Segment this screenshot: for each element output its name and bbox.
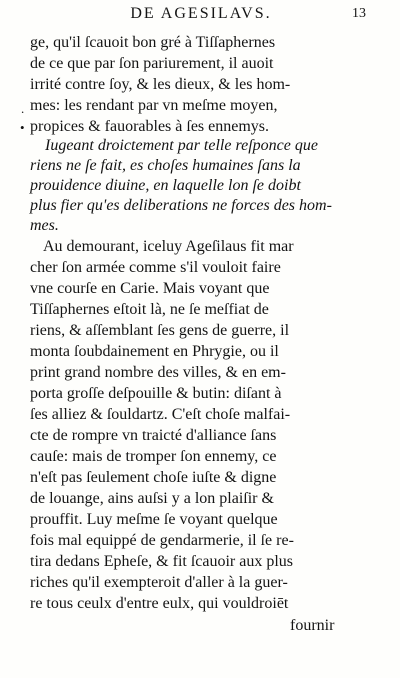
text-line: cher ſon armée comme s'il vouloit faire — [30, 259, 281, 276]
text-line: prouffit. Luy meſme ſe voyant quelque — [30, 511, 278, 528]
text-line: riens, & aſſemblant ſes gens de guerre, il — [30, 322, 290, 339]
text-line: cauſe: mais de tromper ſon ennemy, ce — [30, 448, 277, 465]
text-line: de ce que par ſon pariurement, il auoit — [30, 55, 274, 72]
text-line: Tiſſaphernes eſtoit là, ne ſe meſfiat de — [30, 301, 269, 318]
italic-comment-line: riens ne ſe fait, es choſes humaines ſans la — [30, 157, 301, 174]
text-line: Au demourant, iceluy Ageſilaus fit mar — [43, 238, 294, 255]
text-line: mes: les rendant par vn meſme moyen, — [30, 97, 278, 114]
text-line: n'eſt pas ſeulement choſe iuſte & digne — [30, 469, 277, 486]
text-line: riches qu'il exempteroit d'aller à la guer- — [30, 574, 288, 591]
text-line: irrité contre ſoy, & les dieux, & les hom- — [30, 76, 291, 93]
text-line: propices & fauorables à ſes ennemys. — [30, 118, 270, 135]
text-line: fois mal equippé de gendarmerie, il ſe re- — [30, 532, 294, 549]
text-line: cte de rompre vn traicté d'alliance ſans — [30, 427, 277, 444]
italic-comment-line: Iugeant droictement par telle reſponce que — [45, 137, 318, 154]
text-line: ge, qu'il ſcauoit bon gré à Tiſſaphernes — [30, 34, 276, 51]
text-line: ſes alliez & ſouldartz. C'eſt choſe malfai- — [30, 406, 291, 423]
text-line: porta groſſe deſpouille & butin: diſant à — [30, 385, 282, 402]
text-line: print grand nombre des villes, & en em- — [30, 364, 286, 381]
page-number: 13 — [352, 6, 366, 21]
text-line: monta ſoubdainement en Phrygie, ou il — [30, 343, 279, 360]
text-line: re tous ceulx d'entre eulx, qui vouldroiēt — [30, 595, 289, 612]
text-line: vne courſe en Carie. Mais voyant que — [30, 280, 270, 297]
margin-dot: . — [21, 101, 25, 116]
running-header: DE AGESILAVS. — [130, 5, 272, 22]
margin-dot: • — [20, 120, 25, 135]
text-line: tira dedans Epheſe, & fit ſcauoir aux plus — [30, 553, 294, 570]
text-line: de louange, ains auſsi y a lon plaiſir & — [30, 490, 274, 507]
italic-comment-line: plus fier qu'es deliberations ne forces des hom- — [30, 197, 332, 214]
italic-comment-line: mes. — [30, 217, 59, 234]
catchword: fournir — [290, 617, 335, 634]
italic-comment-line: prouidence diuine, en laquelle lon ſe doibt — [30, 177, 301, 194]
